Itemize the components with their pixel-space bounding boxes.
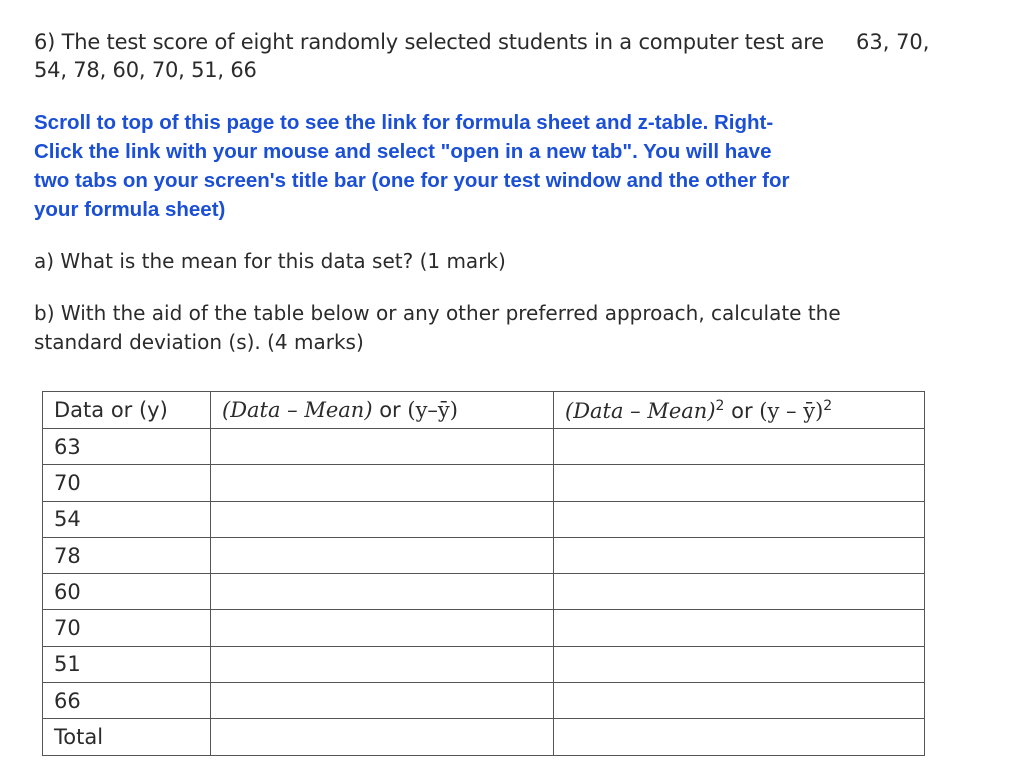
squared-answer-cell[interactable] bbox=[554, 465, 925, 501]
part-b-line-2: standard deviation (s). (4 marks) bbox=[34, 330, 364, 354]
table-row bbox=[43, 610, 925, 646]
squared-answer-cell[interactable] bbox=[554, 537, 925, 573]
squared-answer-cell[interactable] bbox=[554, 683, 925, 719]
squared-answer-cell[interactable] bbox=[554, 574, 925, 610]
squared-alt: (y – ȳ) bbox=[759, 398, 824, 423]
squared-answer-cell[interactable] bbox=[554, 610, 925, 646]
squared-exponent: 2 bbox=[715, 397, 725, 414]
total-label-cell: Total bbox=[43, 719, 211, 755]
question-line-1: 6) The test score of eight randomly selected students in a computer test are bbox=[34, 30, 824, 54]
deviation-answer-cell[interactable] bbox=[211, 465, 554, 501]
squared-alt-exponent: 2 bbox=[823, 397, 833, 414]
table-row bbox=[43, 465, 925, 501]
squared-or: or bbox=[724, 398, 760, 423]
table-row bbox=[43, 683, 925, 719]
part-b-line-1: b) With the aid of the table below or any other preferred approach, calculate the bbox=[34, 301, 841, 325]
squared-expression: (Data – Mean) bbox=[565, 398, 716, 423]
calculation-table bbox=[42, 391, 925, 756]
data-value-cell: 54 bbox=[43, 501, 211, 537]
question-line-2: 54, 78, 60, 70, 51, 66 bbox=[34, 58, 257, 82]
notice-line-1: Scroll to top of this page to see the link for formula sheet and z-table. Right- bbox=[34, 111, 774, 134]
data-value-cell: 70 bbox=[43, 610, 211, 646]
deviation-expression: (Data – Mean) bbox=[222, 398, 373, 422]
notice-line-3: two tabs on your screen's title bar (one for your test window and the other for bbox=[34, 169, 790, 192]
notice-line-2: Click the link with your mouse and select "open in a new tab". You will have bbox=[34, 140, 772, 163]
deviation-answer-cell[interactable] bbox=[211, 683, 554, 719]
data-value-cell: 51 bbox=[43, 646, 211, 682]
question-values-head: 63, 70, bbox=[856, 30, 930, 54]
deviation-total-cell[interactable] bbox=[211, 719, 554, 755]
table-total-row bbox=[43, 719, 925, 755]
deviation-answer-cell[interactable] bbox=[211, 429, 554, 465]
data-value-cell: 78 bbox=[43, 537, 211, 573]
table-row bbox=[43, 646, 925, 682]
squared-answer-cell[interactable] bbox=[554, 501, 925, 537]
table-header-row bbox=[43, 392, 925, 429]
part-a-question: a) What is the mean for this data set? (1 mark) bbox=[34, 249, 506, 273]
header-squared-column bbox=[554, 392, 925, 429]
data-value-cell: 63 bbox=[43, 429, 211, 465]
data-value-cell: 70 bbox=[43, 465, 211, 501]
data-value-cell: 60 bbox=[43, 574, 211, 610]
deviation-alt: (y–ȳ) bbox=[407, 398, 458, 422]
table-row bbox=[43, 574, 925, 610]
deviation-or: or bbox=[372, 398, 408, 422]
data-value-cell: 66 bbox=[43, 683, 211, 719]
header-data-column: Data or (y) bbox=[43, 392, 211, 429]
deviation-answer-cell[interactable] bbox=[211, 574, 554, 610]
header-deviation-column bbox=[211, 392, 554, 429]
deviation-answer-cell[interactable] bbox=[211, 610, 554, 646]
table-row bbox=[43, 501, 925, 537]
deviation-answer-cell[interactable] bbox=[211, 646, 554, 682]
deviation-answer-cell[interactable] bbox=[211, 537, 554, 573]
formula-sheet-notice bbox=[34, 108, 934, 224]
table-row bbox=[43, 429, 925, 465]
squared-answer-cell[interactable] bbox=[554, 646, 925, 682]
squared-answer-cell[interactable] bbox=[554, 429, 925, 465]
deviation-answer-cell[interactable] bbox=[211, 501, 554, 537]
table-row bbox=[43, 537, 925, 573]
squared-total-cell[interactable] bbox=[554, 719, 925, 755]
notice-line-4: your formula sheet) bbox=[34, 198, 226, 221]
